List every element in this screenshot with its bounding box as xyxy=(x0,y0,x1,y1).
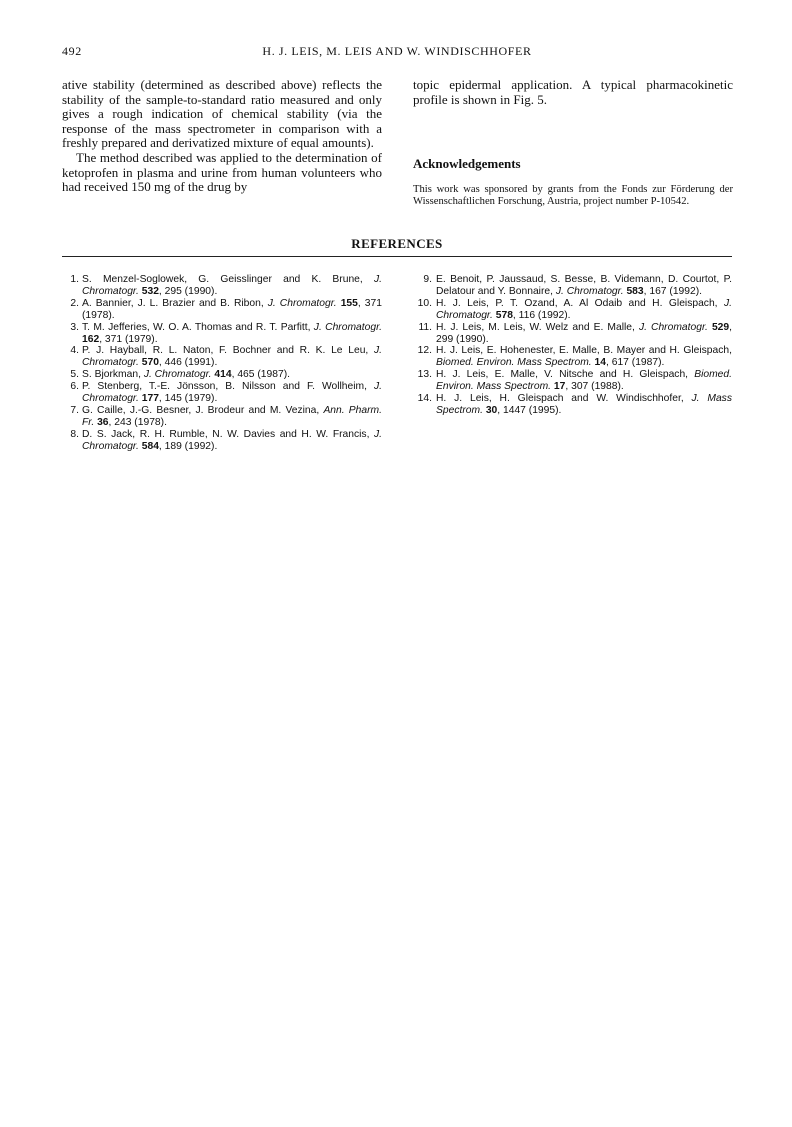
reference-list-right xyxy=(412,274,732,417)
reference-pages: , 307 (1988). xyxy=(565,381,624,393)
acknowledgements-heading: Acknowledgements xyxy=(413,156,521,171)
reference-volume: 529 xyxy=(711,321,730,333)
reference-journal: J. Chromatogr. xyxy=(436,297,732,321)
reference-journal: J. Chromatogr. xyxy=(82,428,382,452)
reference-pages: , 1447 (1995). xyxy=(497,404,562,416)
reference-authors: E. Benoit, P. Jaussaud, S. Besse, B. Videmann, D. Courtot, P. Delatour and Y. Bonnaire, xyxy=(436,274,732,297)
reference-item xyxy=(62,369,382,381)
reference-item xyxy=(62,322,382,346)
body-paragraph: The method described was applied to the determination of ketoprofen in plasma and urine from human volunteers who had received 150 mg of the drug by xyxy=(62,149,382,195)
reference-journal: J. Chromatogr. xyxy=(82,345,382,369)
reference-number: 3. xyxy=(70,321,79,333)
reference-authors: H. J. Leis, H. Gleispach and W. Windischhofer, xyxy=(436,393,692,405)
body-column-left xyxy=(62,78,382,195)
reference-pages: , 371 (1978). xyxy=(82,297,382,321)
reference-journal: J. Chromatogr. xyxy=(267,297,337,309)
reference-item xyxy=(412,322,732,346)
reference-pages: , 299 (1990). xyxy=(436,321,732,345)
body-column-right xyxy=(413,78,733,107)
reference-number: 11. xyxy=(418,321,432,333)
page-number: 492 xyxy=(62,44,82,58)
reference-pages: , 243 (1978). xyxy=(108,416,167,428)
reference-journal: J. Chromatogr. xyxy=(638,321,708,333)
reference-number: 5. xyxy=(70,369,79,381)
reference-volume: 14 xyxy=(594,357,606,369)
reference-authors: D. S. Jack, R. H. Rumble, N. W. Davies and H. W. Francis, xyxy=(82,428,374,440)
reference-authors: T. M. Jefferies, W. O. A. Thomas and R. T. Parfitt, xyxy=(82,321,314,333)
reference-journal: Biomed. Environ. Mass Spectrom. xyxy=(436,369,732,393)
reference-volume: 155 xyxy=(340,297,358,309)
reference-authors: H. J. Leis, M. Leis, W. Welz and E. Malle, xyxy=(436,321,639,333)
reference-item xyxy=(62,274,382,298)
reference-journal: J. Chromatogr. xyxy=(82,381,382,405)
reference-authors: S. Menzel-Soglowek, G. Geisslinger and K. Brune, xyxy=(82,274,374,285)
reference-pages: , 189 (1992). xyxy=(158,440,218,452)
reference-authors: G. Caille, J.-G. Besner, J. Brodeur and M. Vezina, xyxy=(82,404,324,416)
reference-authors: H. J. Leis, E. Malle, V. Nitsche and H. Gleispach, xyxy=(436,369,695,381)
reference-pages: , 371 (1979). xyxy=(99,333,158,345)
reference-journal: Biomed. Environ. Mass Spectrom. xyxy=(436,357,592,369)
reference-item xyxy=(412,298,732,322)
reference-item xyxy=(62,381,382,405)
reference-journal: J. Chromatogr. xyxy=(82,274,382,297)
reference-item xyxy=(412,345,732,369)
reference-volume: 17 xyxy=(553,381,566,393)
reference-number: 8. xyxy=(70,428,79,440)
reference-item xyxy=(412,274,732,298)
reference-volume: 584 xyxy=(141,440,159,452)
reference-pages: , 145 (1979). xyxy=(158,393,218,405)
reference-volume: 414 xyxy=(214,369,232,381)
reference-number: 13. xyxy=(417,369,432,381)
reference-authors: S. Bjorkman, xyxy=(82,369,144,381)
reference-authors: P. Stenberg, T.-E. Jönsson, B. Nilsson and F. Wollheim, xyxy=(82,381,374,393)
reference-number: 14. xyxy=(417,393,432,405)
reference-volume: 570 xyxy=(141,357,159,369)
reference-pages: , 617 (1987). xyxy=(606,357,665,369)
reference-number: 9. xyxy=(423,274,432,285)
reference-authors: H. J. Leis, E. Hohenester, E. Malle, B. Mayer and H. Gleispach, xyxy=(436,345,732,357)
acknowledgements-text: This work was sponsored by grants from the Fonds zur Förderung der Wissenschaftlichen Forschung, Austria, project number P-10542. xyxy=(413,184,733,208)
reference-journal: J. Chromatogr. xyxy=(555,285,624,297)
reference-item xyxy=(62,405,382,429)
reference-pages: , 446 (1991). xyxy=(158,357,218,369)
reference-number: 6. xyxy=(70,381,79,393)
reference-journal: J. Chromatogr. xyxy=(143,369,212,381)
reference-number: 1. xyxy=(70,274,79,285)
reference-item xyxy=(412,369,732,393)
reference-number: 7. xyxy=(70,404,79,416)
reference-item xyxy=(62,298,382,322)
reference-journal: J. Mass Spectrom. xyxy=(436,393,732,416)
running-head-authors: H. J. LEIS, M. LEIS AND W. WINDISCHHOFER xyxy=(262,44,532,58)
reference-number: 4. xyxy=(70,345,79,357)
reference-volume: 532 xyxy=(141,285,159,297)
reference-item xyxy=(412,393,732,417)
reference-volume: 583 xyxy=(626,285,644,297)
reference-authors: A. Bannier, J. L. Brazier and B. Ribon, xyxy=(82,297,268,309)
reference-pages: , 465 (1987). xyxy=(231,369,290,381)
reference-pages: , 116 (1992). xyxy=(512,309,571,321)
body-paragraph: topic epidermal application. A typical pharmacokinetic profile is shown in Fig. 5. xyxy=(413,77,733,107)
reference-list-left xyxy=(62,274,382,453)
reference-item xyxy=(62,429,382,453)
reference-journal: J. Chromatogr. xyxy=(313,321,382,333)
reference-volume: 36 xyxy=(97,416,109,428)
body-paragraph: ative stability (determined as described above) reflects the stability of the sample-to-standard ratio measured and only gives a rough indication of chemical stability (via the response of the mass spectrometer in comparison with a freshly prepared and derivatized mixture of equal amounts). xyxy=(62,77,382,151)
reference-authors: P. J. Hayball, R. L. Naton, F. Bochner and R. K. Le Leu, xyxy=(82,345,374,357)
reference-journal: Ann. Pharm. Fr. xyxy=(82,404,382,428)
reference-number: 2. xyxy=(70,297,79,309)
reference-volume: 578 xyxy=(495,309,513,321)
reference-item xyxy=(62,345,382,369)
reference-volume: 177 xyxy=(141,393,159,405)
reference-pages: , 295 (1990). xyxy=(158,285,218,297)
reference-number: 10. xyxy=(417,297,432,309)
running-header xyxy=(62,44,732,62)
reference-pages: , 167 (1992). xyxy=(643,285,703,297)
reference-volume: 162 xyxy=(82,333,100,345)
section-divider xyxy=(62,256,732,257)
references-heading: REFERENCES xyxy=(351,236,443,251)
reference-volume: 30 xyxy=(485,404,498,416)
reference-number: 12. xyxy=(417,345,432,357)
reference-authors: H. J. Leis, P. T. Ozand, A. Al Odaib and H. Gleispach, xyxy=(436,297,724,309)
